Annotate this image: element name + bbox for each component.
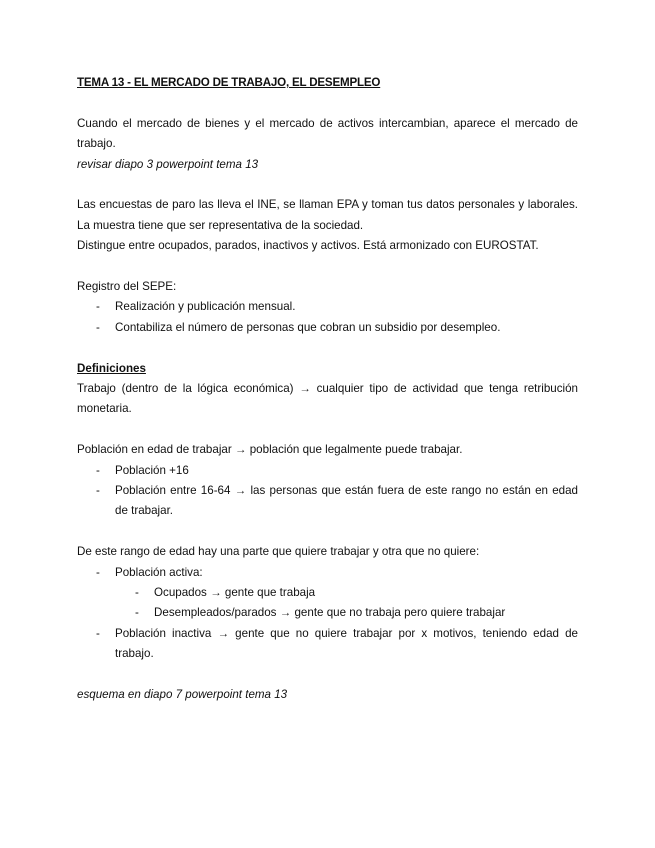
list-item [77,603,578,623]
poblacion-list [77,461,578,522]
dash-bullet: - [135,606,139,620]
list-item-text: Población inactiva → gente que no quiere trabajar por x motivos, teniendo edad de trabajo. [115,626,578,661]
list-item [77,297,578,317]
list-item-text: Desempleados/parados → gente que no trabaja pero quiere trabajar [154,606,506,620]
document-title: TEMA 13 - EL MERCADO DE TRABAJO, EL DESEMPLEO [77,76,381,89]
rango-list [77,563,578,583]
list-item-text: Realización y publicación mensual. [115,300,296,314]
list-item [77,583,578,603]
definiciones-heading: Definiciones [77,361,146,375]
list-item-text: Población +16 [115,463,189,477]
rango-paragraph: De este rango de edad hay una parte que quiere trabajar y otra que no quiere: [77,545,480,559]
intro-note: revisar diapo 3 powerpoint tema 13 [77,157,259,171]
list-item-text: Contabiliza el número de personas que cobran un subsidio por desempleo. [115,320,501,334]
encuestas-paragraph: Las encuestas de paro las lleva el INE, se llaman EPA y toman tus datos personales y laborales. La muestra tiene que ser representativa de la sociedad. [77,198,578,232]
poblacion-edad-definition: Población en edad de trabajar → población que legalmente puede trabajar. [77,443,463,457]
dash-bullet: - [96,565,100,579]
list-item [77,481,578,522]
trabajo-definition: Trabajo (dentro de la lógica económica) → cualquier tipo de actividad que tenga retribución monetaria. [77,382,578,416]
dash-bullet: - [96,463,100,477]
outro-note: esquema en diapo 7 powerpoint tema 13 [77,688,288,702]
list-item-text: Ocupados → gente que trabaja [154,586,316,600]
dash-bullet: - [96,320,100,334]
sepe-heading: Registro del SEPE: [77,280,177,294]
list-item-text: Población entre 16-64 → las personas que están fuera de este rango no están en edad de trabajar. [115,484,578,518]
activa-sublist [77,583,578,624]
list-item [77,461,578,481]
document-page [77,73,578,705]
dash-bullet: - [96,484,100,498]
dash-bullet: - [96,300,100,314]
sepe-list [77,297,578,338]
list-item [77,318,578,338]
dash-bullet: - [135,586,139,600]
intro-paragraph: Cuando el mercado de bienes y el mercado de activos intercambian, aparece el mercado de trabajo. [77,116,578,151]
inactiva-list [77,624,578,665]
list-item [77,563,578,583]
list-item [77,624,578,665]
encuestas-line: Distingue entre ocupados, parados, inactivos y activos. Está armonizado con EUROSTAT. [77,239,539,253]
dash-bullet: - [96,626,100,640]
list-item-text: Población activa: [115,565,203,579]
